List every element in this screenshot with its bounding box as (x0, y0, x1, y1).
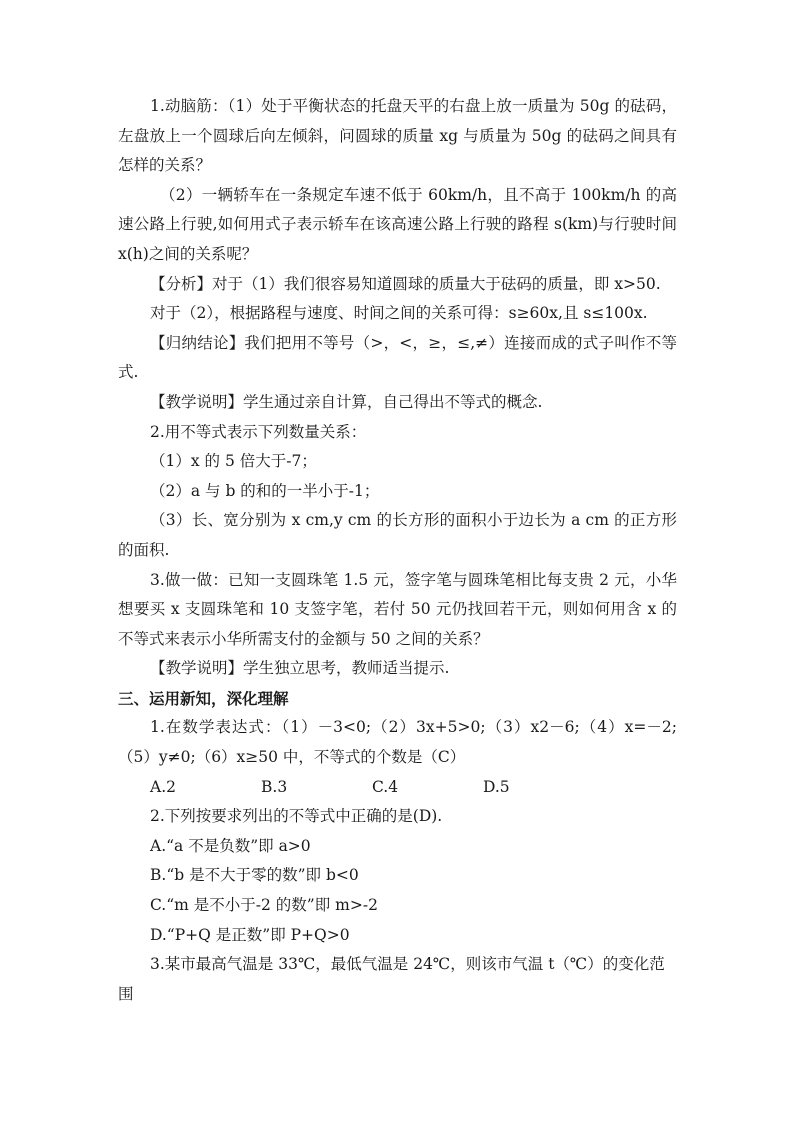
question-2: 2.用不等式表示下列数量关系： (150, 422, 367, 441)
exercise-2-option-d: D.“P+Q 是正数”即 P+Q>0 (150, 925, 350, 944)
option-c: C.4 (372, 777, 399, 796)
analysis-paragraph-2: 对于（2），根据路程与速度、时间之间的关系可得：s≥60x,且 s≤100x. (150, 304, 648, 323)
question-2-item-1: （1）x 的 5 倍大于-7； (150, 452, 317, 471)
question-1-part-2: （2）一辆轿车在一条规定车速不低于 60km/h，且不高于 100km/h 的高速公路上行驶,如何用式子表示轿车在该高速公路上行驶的路程 s(km)与行驶时间 x(h)之间的关系呢？ (118, 185, 677, 263)
option-a: A.2 (150, 777, 176, 796)
question-2-item-2: （2）a 与 b 的和的一半小于-1； (150, 481, 380, 500)
exercise-1: 1.在数学表达式：（1）－3<0;（2）3x+5>0;（3）x2－6;（4）x=－2;（5）y≠0;（6）x≥50 中，不等式的个数是（C） (118, 718, 677, 767)
conclusion-paragraph: 【归纳结论】我们把用不等号（>，<，≥，≤,≠）连接而成的式子叫作不等式. (118, 333, 677, 382)
exercise-2-option-b: B.“b 是不大于零的数”即 b<0 (150, 866, 359, 885)
exercise-1-options (118, 773, 677, 803)
question-3: 3.做一做：已知一支圆珠笔 1.5 元，签字笔与圆珠笔相比每支贵 2 元，小华想要买 x 支圆珠笔和 10 支签字笔，若付 50 元仍找回若干元，则如何用含 x 的不等式来表示小华所需支付的金额与 50 之间的关系？ (118, 570, 677, 648)
exercise-2-option-a: A.“a 不是负数”即 a>0 (150, 836, 311, 855)
exercise-2: 2.下列按要求列出的不等式中正确的是(D). (150, 807, 443, 826)
option-d: D.5 (483, 777, 510, 796)
question-2-item-3: （3）长、宽分别为 x cm,y cm 的长方形的面积小于边长为 a cm 的正方形的面积. (118, 511, 677, 559)
question-1: 1.动脑筋：（1）处于平衡状态的托盘天平的右盘上放一质量为 50g 的砝码，左盘放上一个圆球后向左倾斜，问圆球的质量 xg 与质量为 50g 的砝码之间具有怎样的关系？ (118, 97, 677, 175)
section-heading: 三、运用新知，深化理解 (118, 688, 289, 708)
analysis-paragraph: 【分析】对于（1）我们很容易知道圆球的质量大于砝码的质量，即 x>50. (150, 274, 661, 293)
option-b: B.3 (261, 777, 288, 796)
exercise-2-option-c: C.“m 是不小于-2 的数”即 m>-2 (150, 896, 378, 915)
teaching-note-1: 【教学说明】学生通过亲自计算，自己得出不等式的概念. (150, 392, 543, 411)
exercise-3: 3.某市最高气温是 33℃，最低气温是 24℃，则该市气温 t（℃）的变化范围 (118, 955, 665, 1003)
teaching-note-2: 【教学说明】学生独立思考，教师适当提示. (150, 659, 450, 678)
